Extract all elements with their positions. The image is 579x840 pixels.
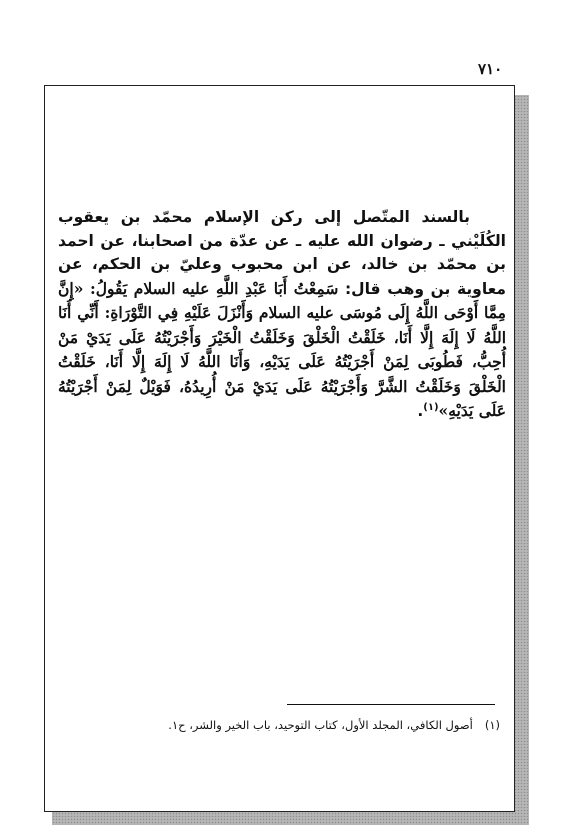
footnote-number: (١) (484, 718, 500, 732)
hadith-quote: سَمِعْتُ أَبَا عَبْدِ اللَّهِ عليه السلام يَقُولُ: «إِنَّ مِمَّا أَوْحَى اللَّهُ إِلَى مُوسَى عليه السلام وَأَنْزَلَ عَلَيْهِ فِي التَّوْرَاةِ: أَنِّي أَنَا اللَّهُ لَا إِلَهَ إِلَّا أَنَا، خَلَقْتُ الْخَلْقَ وَخَلَقْتُ الْخَيْرَ وَأَجْرَيْتُهُ عَلَى يَدَيْ مَنْ أُحِبُّ، فَطُوبَى لِمَنْ أَجْرَيْتُهُ عَلَى يَدَيْهِ، وَأَنَا اللَّهُ لَا إِلَهَ إِلَّا أَنَا، خَلَقْتُ الْخَلْقَ وَخَلَقْتُ الشَّرَّ وَأَجْرَيْتُهُ عَلَى يَدَيْ مَنْ أُرِيدُهُ، فَوَيْلٌ لِمَنْ أَجْرَيْتُهُ عَلَى يَدَيْهِ» (58, 278, 506, 420)
footnote-text: أصول الكافي، المجلد الأول، كتاب التوحيد، باب الخير والشر، ح١. (168, 718, 473, 732)
footnote-reference[interactable]: (١) (423, 401, 439, 413)
footnote-divider (287, 704, 495, 705)
page-number: ٧١٠ (478, 60, 503, 78)
hadith-text (58, 206, 506, 424)
isnad-text: بالسند المتّصل إلى ركن الإسلام محمّد بن يعقوب الكُلَيْني ـ رضوان الله عليه ـ عن عدّة من اصحابنا، عن احمد بن محمّد بن خالد، عن ابن محبوب وعليّ بن الحكم، عن معاوية بن وهب قال: (58, 208, 506, 298)
footnote (120, 716, 500, 734)
page-frame (44, 85, 515, 812)
hadith-paragraph: بالسند المتّصل إلى ركن الإسلام محمّد بن يعقوب الكُلَيْني ـ رضوان الله عليه ـ عن عدّة من اصحابنا، عن احمد بن محمّد بن خالد، عن ابن محبوب وعليّ بن الحكم، عن معاوية بن وهب قال: سَمِعْتُ أَبَا عَبْدِ اللَّهِ عليه السلام يَقُولُ: «إِنَّ مِمَّا أَوْحَى اللَّهُ إِلَى مُوسَى عليه السلام وَأَنْزَلَ عَلَيْهِ فِي التَّوْرَاةِ: أَنِّي أَنَا اللَّهُ لَا إِلَهَ إِلَّا أَنَا، خَلَقْتُ الْخَلْقَ وَخَلَقْتُ الْخَيْرَ وَأَجْرَيْتُهُ عَلَى يَدَيْ مَنْ أُحِبُّ، فَطُوبَى لِمَنْ أَجْرَيْتُهُ عَلَى يَدَيْهِ، وَأَنَا اللَّهُ لَا إِلَهَ إِلَّا أَنَا، خَلَقْتُ الْخَلْقَ وَخَلَقْتُ الشَّرَّ وَأَجْرَيْتُهُ عَلَى يَدَيْ مَنْ أُرِيدُهُ، فَوَيْلٌ لِمَنْ أَجْرَيْتُهُ عَلَى يَدَيْهِ»$^{(١)}$. (58, 208, 506, 420)
